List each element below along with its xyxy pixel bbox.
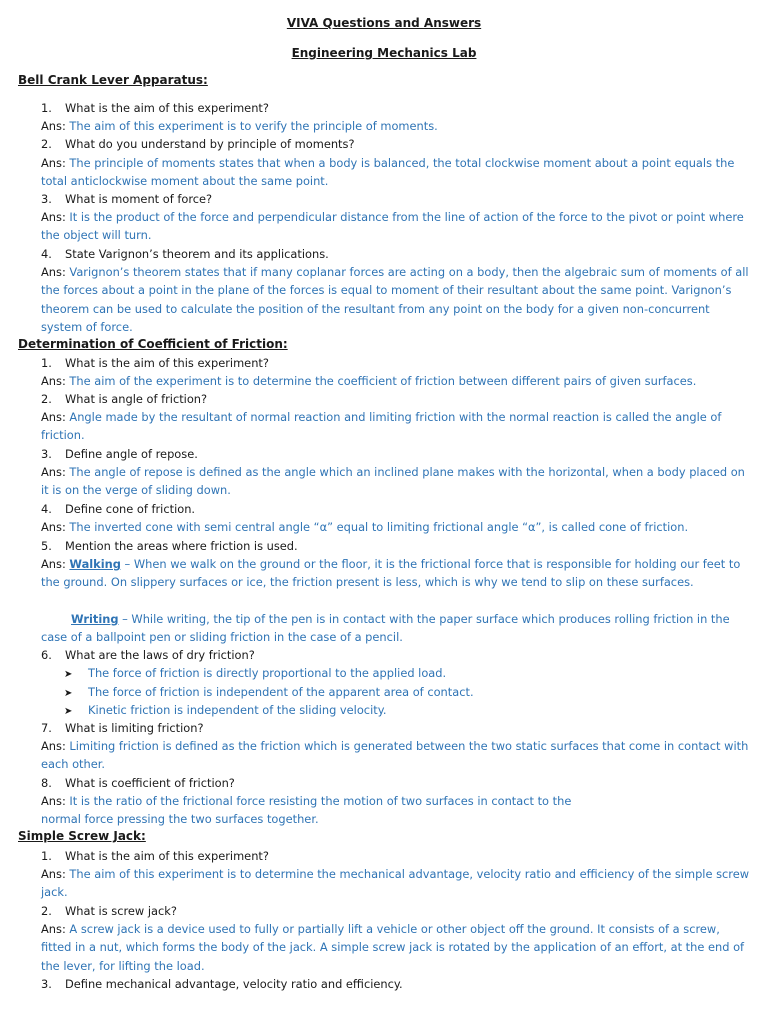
answer-text: Angle made by the resultant of normal reaction and limiting friction with the normal reaction is called the angle of friction. (41, 410, 722, 443)
list-item-text: Kinetic friction is independent of the sliding velocity. (88, 703, 387, 717)
keyword-walking: Walking (69, 557, 121, 571)
question-number: 5. (41, 539, 52, 553)
answer-text: normal force pressing the two surfaces together. (41, 812, 319, 827)
answer-label: Ans: (41, 557, 66, 571)
answer-text: It is the product of the force and perpendicular distance from the line of action of the force to the pivot or point where the object will turn. (41, 210, 744, 243)
section-heading-bell-crank: Bell Crank Lever Apparatus: (18, 73, 208, 87)
question-text: What are the laws of dry friction? (65, 648, 255, 662)
arrow-bullet-icon: ➤ (64, 706, 73, 717)
question-number: 2. (41, 137, 52, 151)
question-item (41, 190, 212, 208)
answer-text: A screw jack is a device used to fully or partially lift a vehicle or other object off the ground. It consists of a screw, fitted in a nut, which forms the body of the jack. A simple screw jack is rotated by the application of an effort, at the end of the lever, for lifting the load. (41, 922, 745, 973)
question-item (41, 537, 298, 555)
answer-item (41, 263, 753, 336)
question-number: 2. (41, 392, 52, 406)
answer-text: The aim of this experiment is to verify the principle of moments. (69, 119, 438, 133)
document-subtitle: Engineering Mechanics Lab (291, 46, 477, 60)
answer-item-writing (41, 610, 753, 647)
answer-label: Ans: (41, 867, 66, 881)
answer-label: Ans: (41, 520, 66, 534)
question-number: 1. (41, 101, 52, 115)
question-item (41, 719, 204, 737)
question-text: Define cone of friction. (65, 502, 196, 516)
answer-item (41, 117, 753, 135)
question-number: 4. (41, 502, 52, 516)
question-number: 3. (41, 447, 52, 461)
question-item (41, 390, 207, 408)
question-item (41, 847, 269, 865)
question-text: Define angle of repose. (65, 447, 198, 461)
answer-label: Ans: (41, 739, 66, 753)
answer-label: Ans: (41, 265, 66, 279)
section-heading-friction: Determination of Coefficient of Friction: (18, 337, 288, 351)
answer-text: – When we walk on the ground or the floor, it is the frictional force that is responsible for holding our feet to the ground. On slippery surfaces or ice, the friction present is less, which is why we tend to slip on these surfaces. (41, 557, 741, 590)
question-text: What is limiting friction? (65, 721, 204, 735)
list-item (64, 683, 474, 703)
question-item (41, 99, 269, 117)
answer-label: Ans: (41, 922, 66, 936)
answer-item (41, 518, 753, 536)
question-item (41, 245, 329, 263)
list-item-text: The force of friction is independent of the apparent area of contact. (88, 685, 474, 699)
question-item (41, 774, 235, 792)
question-item (41, 445, 198, 463)
list-item (64, 664, 446, 684)
question-number: 6. (41, 648, 52, 662)
question-text: What is the aim of this experiment? (65, 101, 269, 115)
arrow-bullet-icon: ➤ (64, 688, 73, 699)
question-number: 1. (41, 356, 52, 370)
answer-text: Limiting friction is defined as the friction which is generated between the two static surfaces that come in contact with each other. (41, 739, 749, 772)
list-item-text: The force of friction is directly proportional to the applied load. (88, 666, 447, 680)
question-text: What is angle of friction? (65, 392, 208, 406)
answer-text: The principle of moments states that when a body is balanced, the total clockwise moment about a point equals the total anticlockwise moment about the same point. (41, 156, 735, 189)
question-item (41, 500, 195, 518)
answer-text: The angle of repose is defined as the angle which an inclined plane makes with the horizontal, when a body placed on it is on the verge of sliding down. (41, 465, 745, 498)
answer-label: Ans: (41, 465, 66, 479)
question-text: What is the aim of this experiment? (65, 849, 269, 863)
answer-item (41, 372, 753, 390)
answer-item (41, 463, 753, 500)
answer-label: Ans: (41, 410, 66, 424)
keyword-writing: Writing (71, 612, 119, 626)
answer-item (41, 920, 753, 975)
question-item (41, 646, 255, 664)
answer-label: Ans: (41, 119, 66, 133)
answer-item (41, 792, 753, 829)
answer-text: The aim of the experiment is to determine the coefficient of friction between different pairs of given surfaces. (69, 374, 697, 388)
question-text: State Varignon’s theorem and its applications. (65, 247, 329, 261)
question-number: 4. (41, 247, 52, 261)
question-number: 7. (41, 721, 52, 735)
answer-text: It is the ratio of the frictional force resisting the motion of two surfaces in contact to the (69, 794, 572, 808)
question-item (41, 354, 269, 372)
answer-item (41, 154, 753, 191)
question-text: What is coefficient of friction? (65, 776, 235, 790)
answer-label: Ans: (41, 156, 66, 170)
question-text: What is moment of force? (65, 192, 213, 206)
list-item (64, 701, 386, 721)
answer-text: The aim of this experiment is to determine the mechanical advantage, velocity ratio and efficiency of the simple screw jack. (41, 867, 750, 900)
answer-text: – While writing, the tip of the pen is in contact with the paper surface which produces rolling friction in the case of a ballpoint pen or sliding friction in the case of a pencil. (41, 612, 730, 645)
answer-label: Ans: (41, 374, 66, 388)
answer-item (41, 737, 753, 774)
answer-text: The inverted cone with semi central angle “α” equal to limiting frictional angle “α”, is called cone of friction. (69, 520, 689, 534)
question-number: 8. (41, 776, 52, 790)
question-item (41, 902, 177, 920)
answer-item (41, 208, 753, 245)
answer-text: Varignon’s theorem states that if many coplanar forces are acting on a body, then the algebraic sum of moments of all the forces about a point in the plane of the forces is equal to moment of their resultant about the same point. Varignon’s theorem can be used to calculate the position of the resultant from any point on the body for a given non-concurrent system of force. (41, 265, 749, 334)
question-number: 3. (41, 192, 52, 206)
question-text: Mention the areas where friction is used. (65, 539, 298, 553)
question-text: What do you understand by principle of moments? (65, 137, 355, 151)
question-text: What is screw jack? (65, 904, 177, 918)
document-title: VIVA Questions and Answers (286, 16, 482, 30)
question-number: 3. (41, 977, 52, 991)
answer-label: Ans: (41, 210, 66, 224)
answer-item (41, 865, 753, 902)
answer-item (41, 408, 753, 445)
question-text: What is the aim of this experiment? (65, 356, 269, 370)
answer-label: Ans: (41, 794, 66, 808)
question-item (41, 135, 355, 153)
question-item (41, 975, 403, 993)
arrow-bullet-icon: ➤ (64, 669, 73, 680)
section-heading-screw-jack: Simple Screw Jack: (18, 829, 146, 843)
question-number: 1. (41, 849, 52, 863)
question-text: Define mechanical advantage, velocity ratio and efficiency. (65, 977, 403, 991)
question-number: 2. (41, 904, 52, 918)
answer-item-walking (41, 555, 753, 592)
